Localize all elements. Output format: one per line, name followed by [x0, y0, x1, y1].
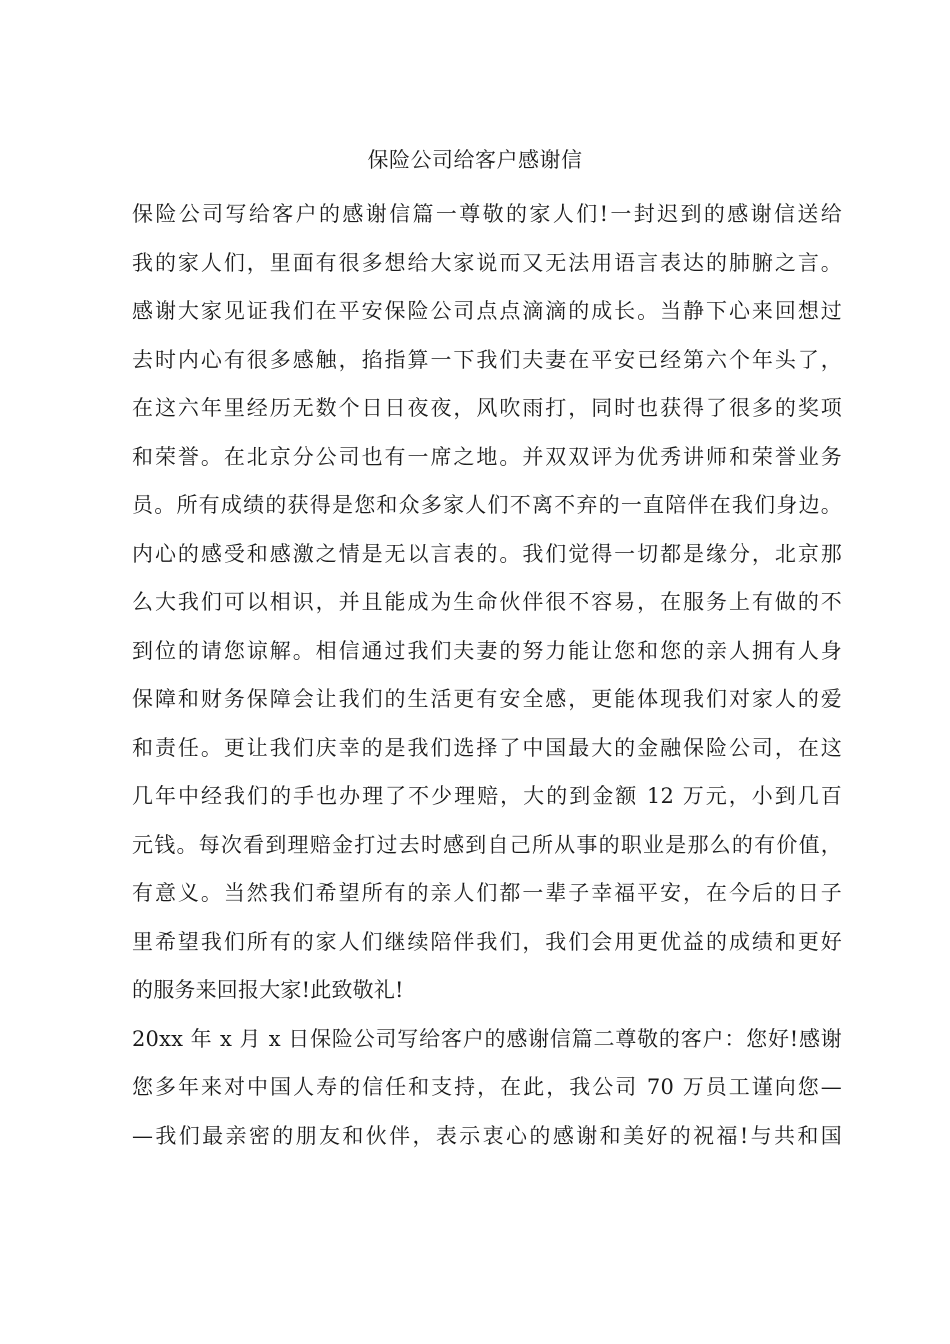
text-line: 几年中经我们的手也办理了不少理赔，大的到金额 12 万元，小到几百 — [132, 784, 842, 808]
text-line: 和责任。更让我们庆幸的是我们选择了中国最大的金融保险公司，在这 — [132, 735, 842, 760]
text-line: 保障和财务保障会让我们的生活更有安全感，更能体现我们对家人的爱 — [132, 687, 842, 711]
text-line: 保险公司写给客户的感谢信篇一尊敬的家人们!一封迟到的感谢信送给 — [132, 202, 842, 226]
text-line: 我的家人们，里面有很多想给大家说而又无法用语言表达的肺腑之言。 — [132, 250, 842, 275]
text-line: —我们最亲密的朋友和伙伴，表示衷心的感谢和美好的祝福!与共和国 — [132, 1123, 842, 1148]
text-line: 到位的请您谅解。相信通过我们夫妻的努力能让您和您的亲人拥有人身 — [132, 638, 842, 663]
text-line: 的服务来回报大家!此致敬礼! — [132, 978, 404, 1002]
document-body — [132, 190, 842, 1160]
document-title: 保险公司给客户感谢信 — [367, 148, 583, 172]
text-line: 在这六年里经历无数个日日夜夜，风吹雨打，同时也获得了很多的奖项 — [132, 396, 842, 420]
text-line: 里希望我们所有的家人们继续陪伴我们，我们会用更优益的成绩和更好 — [132, 929, 842, 954]
text-line: 有意义。当然我们希望所有的亲人们都一辈子幸福平安，在今后的日子 — [132, 881, 842, 905]
text-line: 20xx 年 x 月 x 日保险公司写给客户的感谢信篇二尊敬的客户：您好!感谢 — [132, 1026, 842, 1051]
text-line: 您多年来对中国人寿的信任和支持，在此，我公司 70 万员工谨向您— — [132, 1075, 842, 1099]
text-line: 去时内心有很多感触，掐指算一下我们夫妻在平安已经第六个年头了， — [132, 347, 842, 372]
text-line: 内心的感受和感激之情是无以言表的。我们觉得一切都是缘分，北京那 — [132, 541, 842, 566]
text-line: 员。所有成绩的获得是您和众多家人们不离不弃的一直陪伴在我们身边。 — [132, 493, 842, 517]
text-line: 感谢大家见证我们在平安保险公司点点滴滴的成长。当静下心来回想过 — [132, 299, 842, 323]
text-line: 元钱。每次看到理赔金打过去时感到自己所从事的职业是那么的有价值， — [132, 832, 842, 857]
text-line: 和荣誉。在北京分公司也有一席之地。并双双评为优秀讲师和荣誉业务 — [132, 444, 842, 469]
text-line: 么大我们可以相识，并且能成为生命伙伴很不容易，在服务上有做的不 — [132, 590, 842, 614]
